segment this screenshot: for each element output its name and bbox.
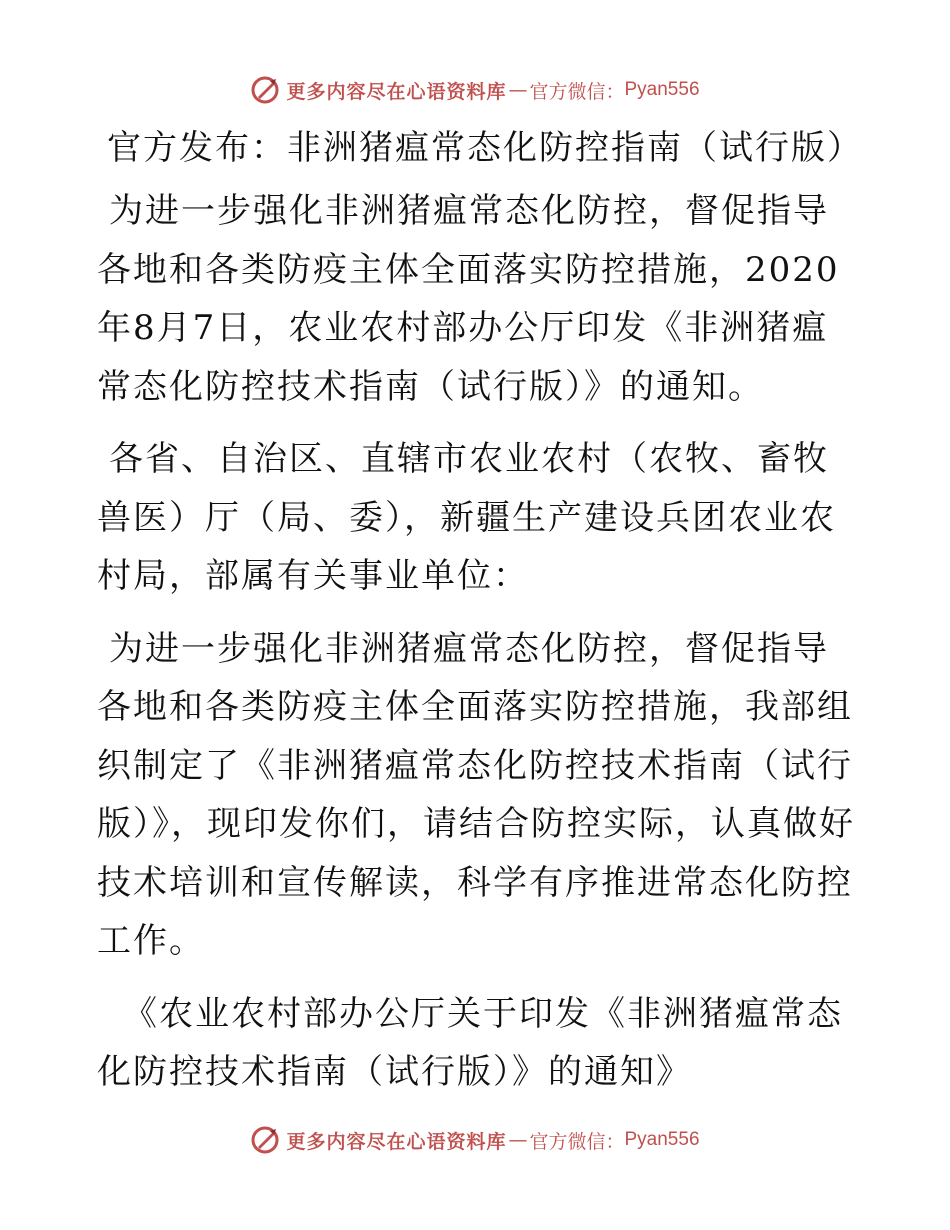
banner-account-id: Pyan556 bbox=[624, 1129, 700, 1150]
banner-separator: — bbox=[508, 1129, 528, 1151]
paragraph-4: 《农业农村部办公厅关于印发《非洲猪瘟常态化防控技术指南（试行版）》的通知》 bbox=[97, 993, 843, 1092]
banner-brand-text: 更多内容尽在心语资料库 bbox=[286, 1130, 507, 1153]
footer-watermark-banner bbox=[0, 1120, 950, 1160]
quill-logo-icon bbox=[250, 75, 280, 105]
document-body bbox=[97, 122, 863, 1116]
quill-logo-icon bbox=[250, 1125, 280, 1155]
document-title: 官方发布：非洲猪瘟常态化防控指南（试行版） bbox=[107, 128, 863, 168]
banner-account-label: 官方微信： bbox=[529, 1130, 625, 1153]
paragraph-3: 为进一步强化非洲猪瘟常态化防控，督促指导各地和各类防疫主体全面落实防控措施，我部组织制定了《非洲猪瘟常态化防控技术指南（试行版）》，现印发你们，请结合防控实际，认真做好技术培训和宣传解读，科学有序推进常态化防控工作。 bbox=[97, 628, 855, 961]
banner-account-id: Pyan556 bbox=[624, 79, 700, 100]
paragraph-2: 各省、自治区、直辖市农业农村（农牧、畜牧兽医）厅（局、委），新疆生产建设兵团农业农村局，部属有关事业单位： bbox=[97, 439, 836, 596]
banner-account-label: 官方微信： bbox=[529, 80, 625, 103]
banner-separator: — bbox=[508, 79, 528, 101]
header-watermark-banner bbox=[0, 70, 950, 110]
banner-brand-text: 更多内容尽在心语资料库 bbox=[286, 80, 507, 103]
paragraph-1: 为进一步强化非洲猪瘟常态化防控，督促指导各地和各类防疫主体全面落实防控措施，2020年8月7日，农业农村部办公厅印发《非洲猪瘟常态化防控技术指南（试行版）》的通知。 bbox=[97, 191, 840, 407]
